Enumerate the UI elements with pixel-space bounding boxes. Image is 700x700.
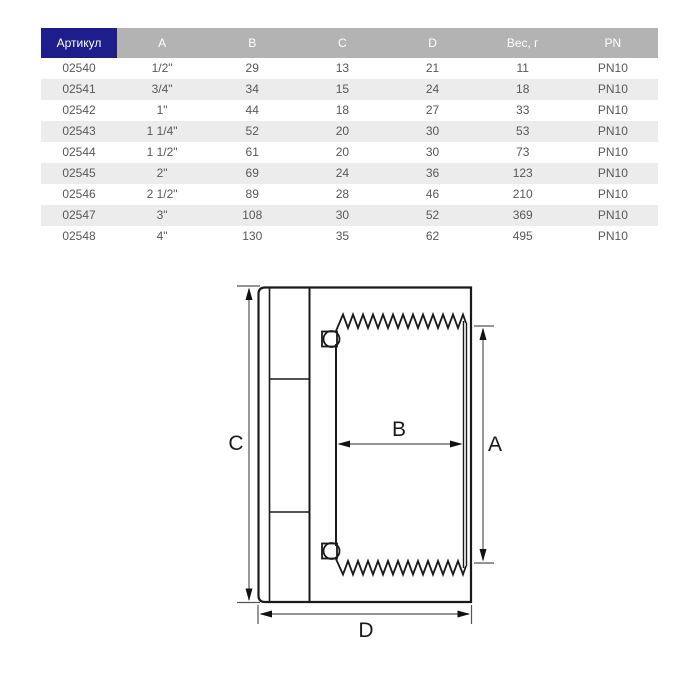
cell-d: 30: [425, 124, 440, 138]
cell-b: 69: [245, 166, 259, 180]
cell-a: 1 1/4": [146, 124, 178, 138]
cell-d: 21: [425, 61, 440, 75]
cell-c: 30: [335, 208, 350, 222]
o-ring-bottom: [322, 543, 340, 559]
cell-a: 1/2": [151, 61, 173, 75]
cell-weight: 33: [516, 103, 530, 117]
cell-pn: PN10: [597, 124, 628, 138]
cell-c: 18: [335, 103, 350, 117]
cell-b: 44: [245, 103, 259, 117]
col-header-weight: Вес, г: [478, 28, 568, 58]
cell-a: 2": [156, 166, 168, 180]
dimension-b: [338, 418, 463, 448]
cell-a: 3": [156, 208, 168, 222]
dim-label-d: D: [358, 619, 374, 642]
dim-label-a: A: [487, 433, 503, 456]
cell-a: 1 1/2": [146, 145, 178, 159]
cell-pn: PN10: [597, 229, 628, 243]
dimension-d: [258, 605, 472, 642]
cell-c: 28: [335, 187, 350, 201]
cell-c: 13: [335, 61, 350, 75]
cell-a: 3/4": [151, 82, 173, 96]
cell-c: 15: [335, 82, 350, 96]
cell-d: 27: [425, 103, 440, 117]
cell-weight: 495: [512, 229, 533, 243]
cell-pn: PN10: [597, 208, 628, 222]
col-header-b: B: [207, 28, 297, 58]
dimension-c: [228, 286, 260, 603]
cell-b: 29: [245, 61, 259, 75]
cell-c: 20: [335, 124, 350, 138]
cell-artikul: 02541: [62, 82, 96, 96]
cell-artikul: 02543: [62, 124, 96, 138]
cell-pn: PN10: [597, 61, 628, 75]
col-header-a: A: [117, 28, 207, 58]
thread-zigzag-top: [336, 315, 466, 332]
cell-b: 130: [242, 229, 263, 243]
col-header-artikul: Артикул: [41, 28, 117, 58]
cell-a: 2 1/2": [146, 187, 178, 201]
cell-artikul: 02547: [62, 208, 96, 222]
cell-weight: 11: [516, 61, 529, 75]
col-header-pn: PN: [568, 28, 658, 58]
cell-artikul: 02540: [62, 61, 96, 75]
cell-pn: PN10: [597, 187, 628, 201]
cell-d: 46: [425, 187, 440, 201]
cell-b: 89: [245, 187, 259, 201]
col-header-d: D: [387, 28, 477, 58]
cell-b: 61: [245, 145, 259, 159]
cell-artikul: 02546: [62, 187, 96, 201]
dim-label-c: C: [228, 432, 244, 455]
cell-c: 35: [335, 229, 350, 243]
cell-c: 20: [335, 145, 350, 159]
o-ring-top: [322, 331, 340, 347]
cell-d: 62: [425, 229, 440, 243]
fitting-body-outline: [259, 288, 472, 603]
cell-b: 34: [245, 82, 259, 96]
cell-b: 52: [245, 124, 259, 138]
cell-d: 24: [425, 82, 440, 96]
cell-weight: 369: [512, 208, 533, 222]
cell-artikul: 02545: [62, 166, 96, 180]
dim-label-b: B: [391, 418, 407, 441]
cell-pn: PN10: [597, 145, 628, 159]
cell-pn: PN10: [597, 166, 628, 180]
cell-artikul: 02548: [62, 229, 96, 243]
dimension-a: [474, 326, 502, 563]
cell-weight: 73: [516, 145, 530, 159]
cell-d: 52: [425, 208, 440, 222]
cell-a: 1": [156, 103, 168, 117]
cell-weight: 123: [512, 166, 533, 180]
cell-weight: 53: [516, 124, 530, 138]
cell-d: 36: [425, 166, 440, 180]
cell-artikul: 02544: [62, 145, 96, 159]
cell-a: 4": [156, 229, 168, 243]
cell-pn: PN10: [597, 82, 628, 96]
cell-c: 24: [335, 166, 350, 180]
cell-weight: 210: [512, 187, 533, 201]
col-header-c: C: [297, 28, 387, 58]
thread-zigzag-bottom: [336, 559, 466, 575]
cell-b: 108: [242, 208, 263, 222]
cell-artikul: 02542: [62, 103, 96, 117]
cell-d: 30: [425, 145, 440, 159]
cell-pn: PN10: [597, 103, 628, 117]
cell-weight: 18: [516, 82, 530, 96]
